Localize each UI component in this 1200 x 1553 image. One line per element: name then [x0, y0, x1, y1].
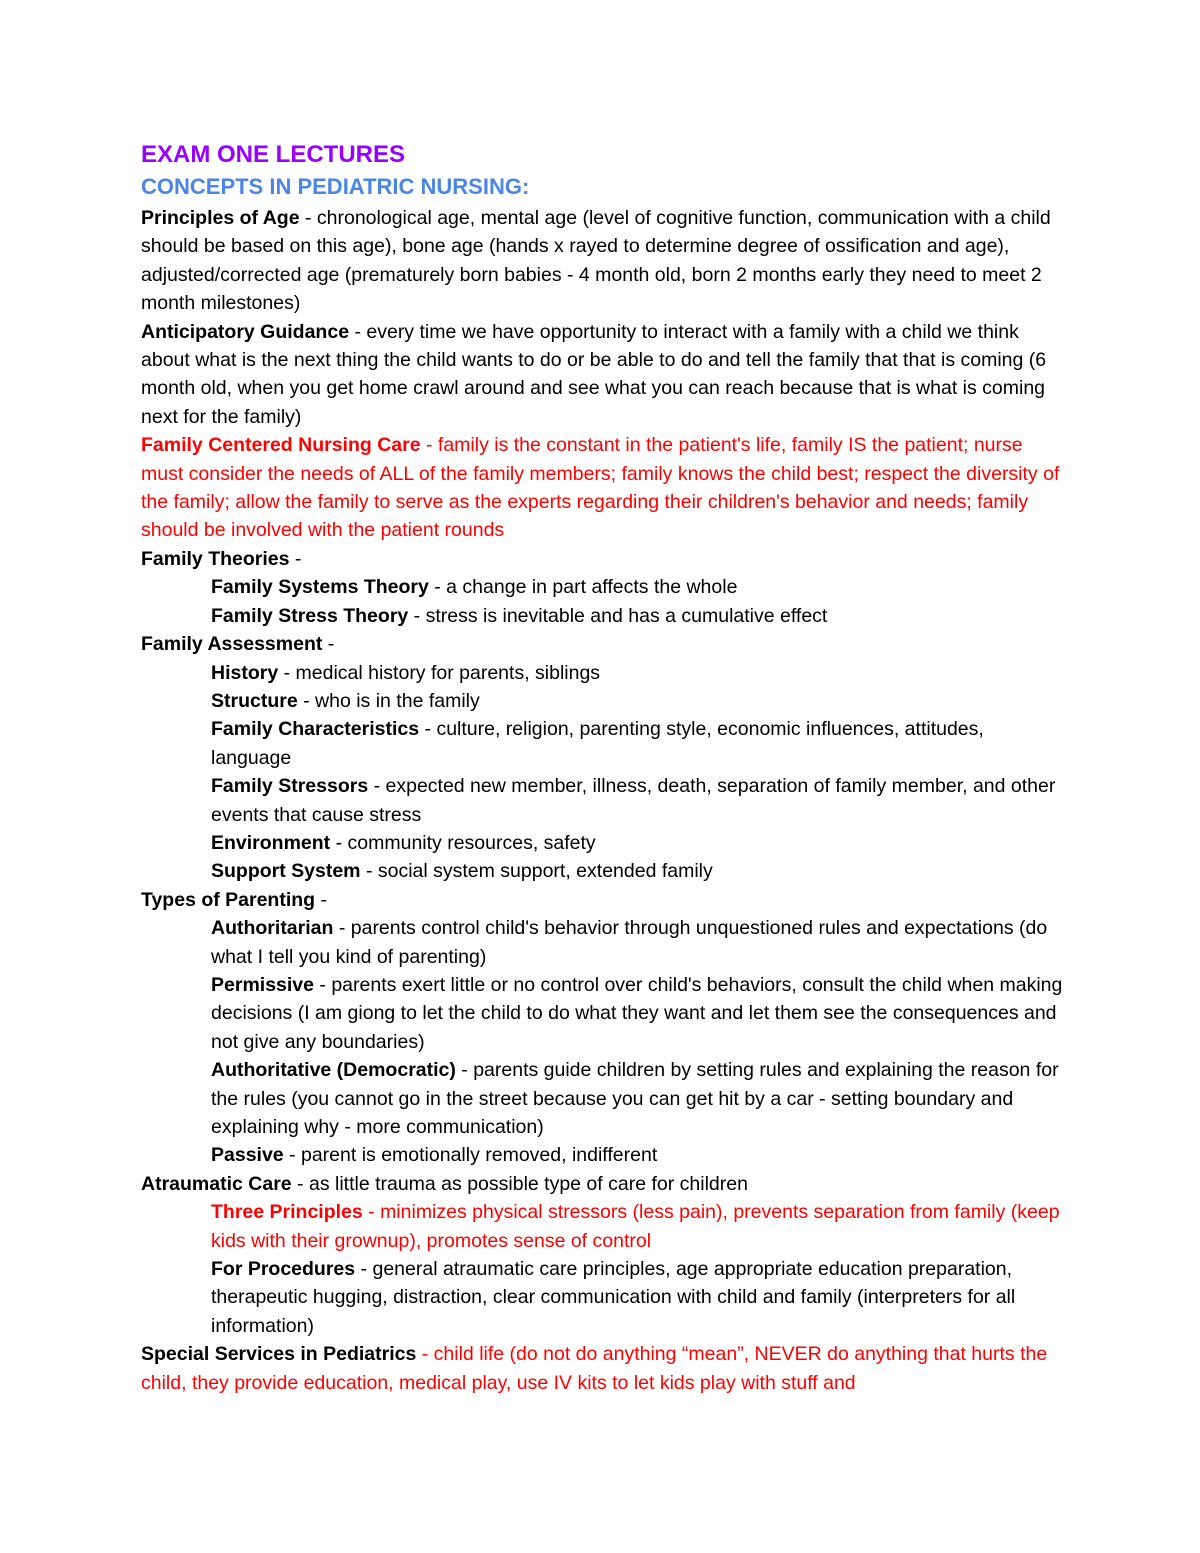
entry-separator: - — [416, 1343, 434, 1366]
entry-text: - who is in the family — [297, 689, 480, 712]
entry-text: - — [322, 633, 335, 656]
entry-term: Family Stress Theory — [211, 604, 409, 627]
entry-term: Anticipatory Guidance — [141, 320, 350, 343]
entry-term: Family Assessment — [141, 633, 323, 656]
entry-term: Permissive — [211, 973, 314, 996]
document-body — [141, 139, 1066, 1397]
entry-term: For Procedures — [211, 1258, 356, 1281]
entry-text: - expected new member, illness, death, separation of family member, and other events that cause stress — [211, 775, 1056, 826]
entry-text: - family is the constant in the patient's life, family IS the patient; nurse must consider the needs of ALL of the family members; family knows the child best; respect the diversity of the family; allow the family to serve as the experts regarding their children's behavior and needs; family should be involved with the patient rounds — [141, 434, 1060, 542]
entry-text: child life (do not do anything “mean”, NEVER do anything that hurts the child, they provide education, medical play, use IV kits to let kids play with stuff and — [141, 1343, 1048, 1394]
entry-family-centered-nursing-care — [141, 431, 1066, 545]
entry-term: Family Characteristics — [211, 718, 420, 741]
document-title: EXAM ONE LECTURES — [141, 141, 406, 168]
entry-term: Family Systems Theory — [211, 576, 429, 599]
entry-term: Authoritative (Democratic) — [211, 1059, 456, 1082]
entry-authoritarian — [141, 914, 1066, 971]
entry-text: - chronological age, mental age (level of cognitive function, communication with a child should be based on this age), bone age (hands x rayed to determine degree of ossification and age), adjusted/corrected age (prematurely born babies - 4 month old, born 2 months early they need to meet 2 month milestones) — [141, 207, 1051, 315]
entry-text: - parents guide children by setting rules and explaining the reason for the rules (you cannot go in the street because you can get hit by a car - setting boundary and explaining why - more communication) — [211, 1059, 1059, 1138]
entry-three-principles — [141, 1198, 1066, 1255]
entry-term: History — [211, 661, 279, 684]
entry-term: Family Centered Nursing Care — [141, 434, 421, 457]
entry-environment — [141, 829, 1066, 857]
entry-anticipatory-guidance — [141, 318, 1066, 432]
entry-text: - — [289, 547, 302, 570]
entry-term: Family Theories — [141, 547, 290, 570]
entry-text: - parents exert little or no control over child's behaviors, consult the child when making decisions (I am giong to let the child to do what they want and let them see the consequences and not give any boundaries) — [211, 973, 1063, 1053]
entry-text: - as little trauma as possible type of care for children — [291, 1172, 748, 1195]
entry-text: - community resources, safety — [330, 831, 596, 854]
entry-term: Three Principles — [211, 1201, 363, 1224]
entry-family-assessment — [141, 630, 1066, 658]
entry-text: - culture, religion, parenting style, economic influences, attitudes, language — [211, 718, 984, 769]
entry-family-systems-theory — [141, 573, 1066, 601]
entry-term: Environment — [211, 831, 331, 854]
entry-term: Authoritarian — [211, 917, 334, 940]
entry-term: Family Stressors — [211, 775, 369, 798]
entry-types-of-parenting — [141, 886, 1066, 914]
entry-family-characteristics — [141, 715, 1066, 772]
entry-text: - parents control child's behavior through unquestioned rules and expectations (do what I tell you kind of parenting) — [211, 917, 1048, 968]
entry-text: - — [315, 888, 328, 911]
section-heading: CONCEPTS IN PEDIATRIC NURSING: — [141, 174, 530, 199]
entry-family-stress-theory — [141, 602, 1066, 630]
entry-term: Principles of Age — [141, 207, 300, 229]
entry-family-stressors — [141, 772, 1066, 829]
entry-text: - general atraumatic care principles, age appropriate education preparation, therapeutic hugging, distraction, clear communication with child and family (interpreters for all information) — [211, 1258, 1016, 1337]
entry-family-theories — [141, 545, 1066, 573]
entry-text: - stress is inevitable and has a cumulative effect — [408, 604, 828, 627]
entry-term: Support System — [211, 860, 361, 883]
entry-text: - parent is emotionally removed, indifferent — [283, 1144, 658, 1167]
entry-history — [141, 659, 1066, 687]
entry-text: - a change in part affects the whole — [428, 576, 738, 599]
entry-term: Structure — [211, 689, 298, 712]
entry-atraumatic-care — [141, 1170, 1066, 1198]
entry-passive — [141, 1141, 1066, 1169]
entry-special-services — [141, 1340, 1066, 1397]
entry-term: Types of Parenting — [141, 888, 316, 911]
entry-term: Atraumatic Care — [141, 1172, 292, 1195]
entry-authoritative — [141, 1056, 1066, 1141]
entry-term: Passive — [211, 1144, 284, 1167]
entry-structure — [141, 687, 1066, 715]
entry-support-system — [141, 857, 1066, 885]
entry-text: - medical history for parents, siblings — [278, 661, 601, 684]
entry-text: - minimizes physical stressors (less pain), prevents separation from family (keep kids with their grownup), promotes sense of control — [211, 1201, 1060, 1252]
entry-text: - social system support, extended family — [360, 860, 713, 883]
entry-principles-of-age — [141, 204, 1066, 318]
entry-permissive — [141, 971, 1066, 1056]
entry-term: Special Services in Pediatrics — [141, 1343, 417, 1366]
entry-text: - every time we have opportunity to interact with a family with a child we think about what is the next thing the child wants to do or be able to do and tell the family that that is coming (6 month old, when you get home crawl around and see what you can reach because that is what is coming next for the family) — [141, 320, 1047, 428]
entry-for-procedures — [141, 1255, 1066, 1340]
